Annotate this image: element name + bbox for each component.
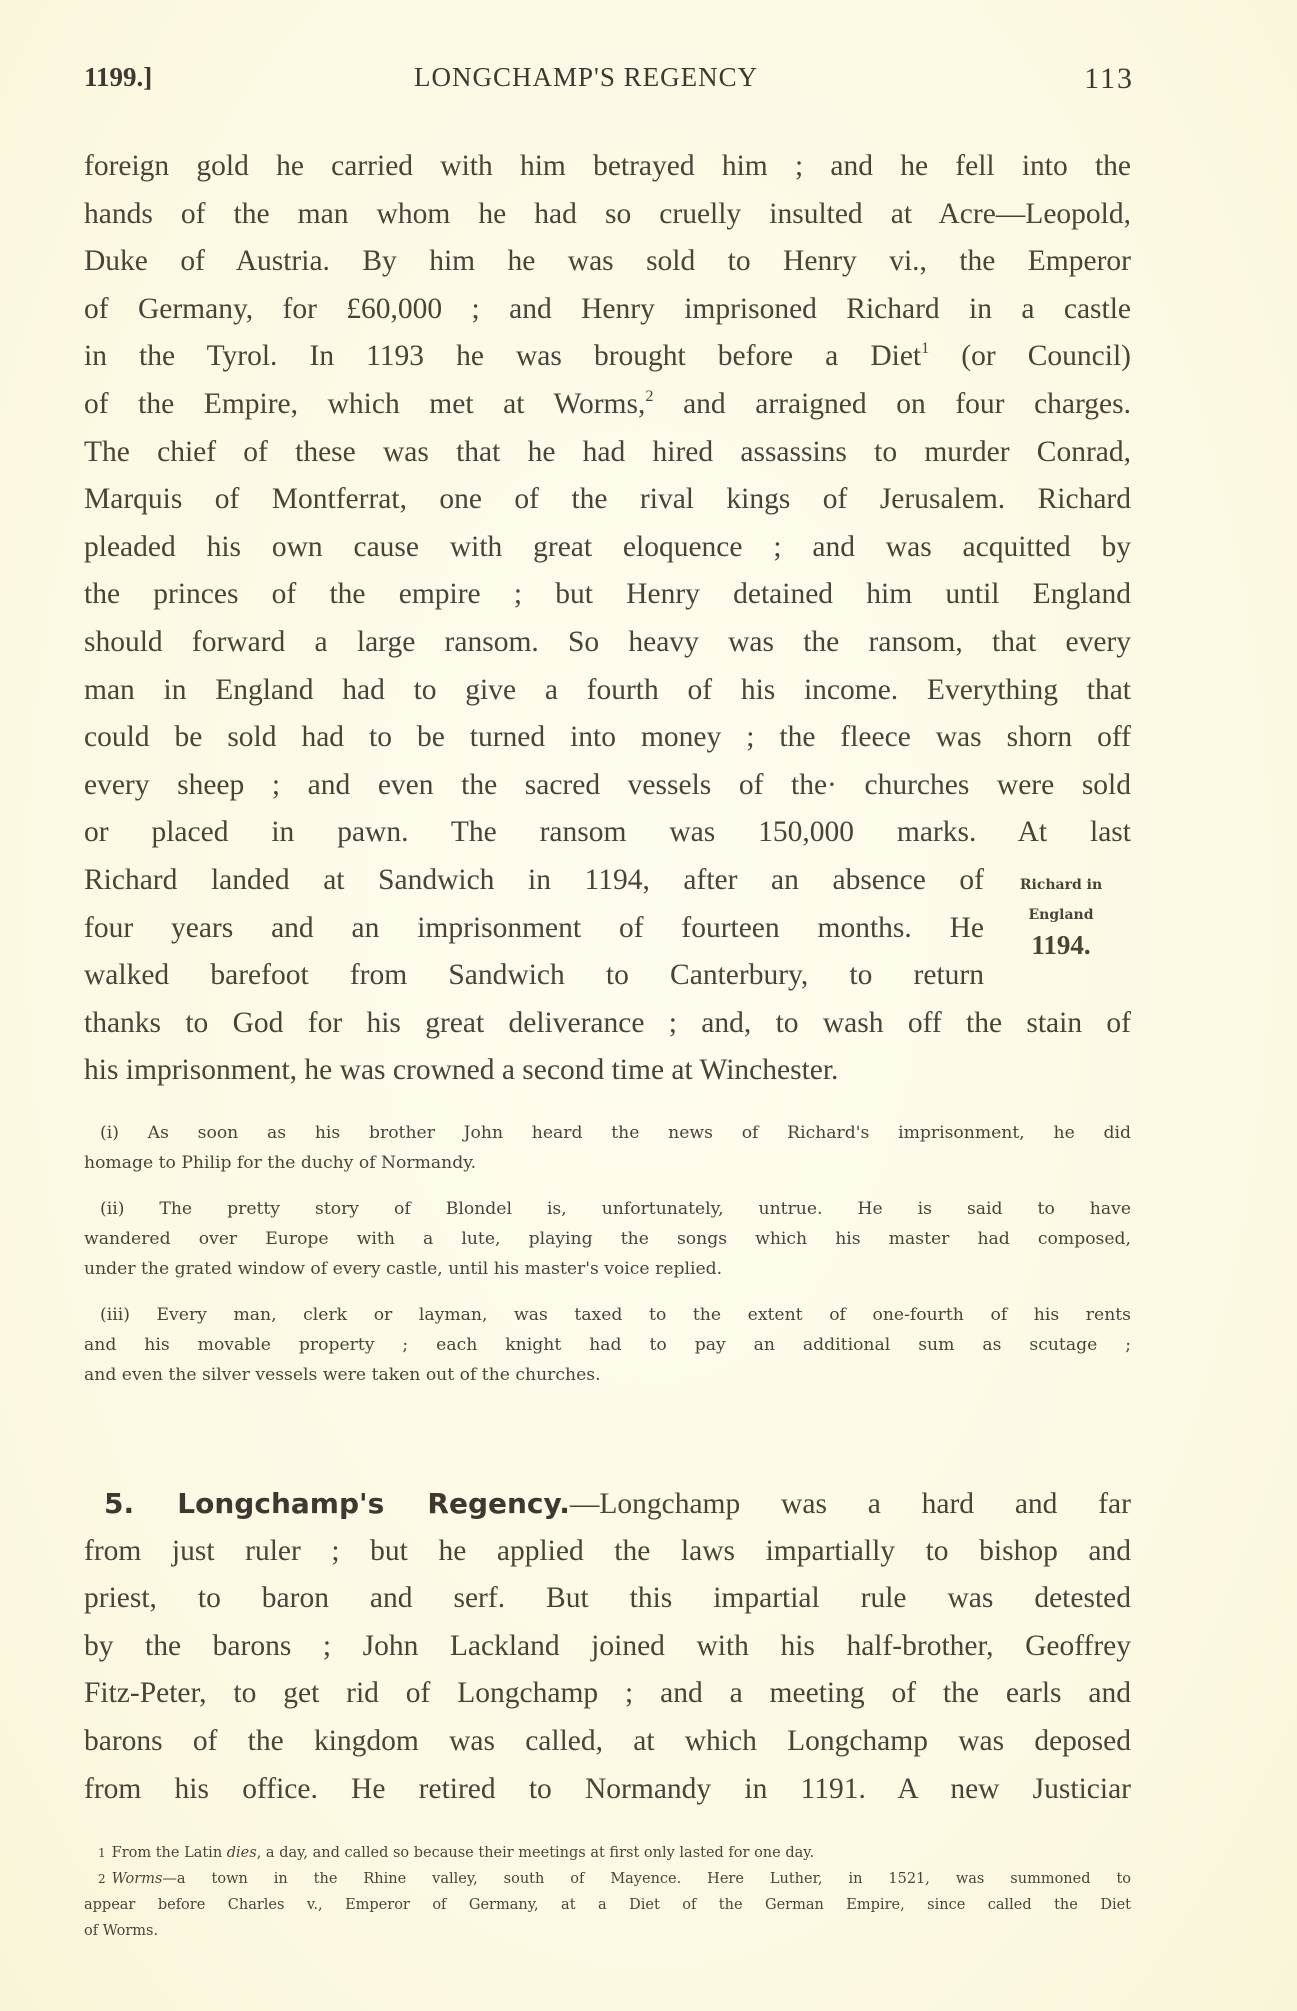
text-line: priest, to baron and serf. But this impartial rule was detested [84,1582,1131,1615]
italic-term: Worms [111,1871,163,1887]
footnote-line: appear before Charles v., Emperor of Germany, at a Diet of the German Empire, since called the Diet [84,1897,1131,1913]
text-line: every sheep ; and even the sacred vessels of the· churches were sold [84,768,1131,801]
footnote-ref-1[interactable]: 1 [921,339,930,358]
margin-note-year: 1194. [1031,930,1091,960]
page-number: 113 [1084,62,1134,95]
note-iii [84,1300,1131,1390]
text-segment: in the Tyrol. In 1193 he was brought before a Diet [84,340,922,373]
footnote-number: 1 [98,1846,106,1860]
footnotes [84,1840,1131,1944]
text-segment: of the Empire, which met at Worms, [84,387,646,420]
section-longchamps-regency [84,1480,1131,1813]
footnote-2 [84,1866,1131,1892]
text-line: of Germany, for £60,000 ; and Henry imprisoned Richard in a castle [84,292,1131,325]
note-line: (i) As soon as his brother John heard the news of Richard's imprisonment, he did [100,1123,1131,1143]
note-line: (ii) The pretty story of Blondel is, unfortunately, untrue. He is said to have [100,1199,1131,1219]
footnote-line: of Worms. [84,1923,159,1939]
text-line: foreign gold he carried with him betrayed him ; and he fell into the [84,150,1131,182]
text-line: Richard landed at Sandwich in 1194, after an absence of [84,863,984,896]
text-line: hands of the man whom he had so cruelly insulted at Acre—Leopold, [84,197,1131,230]
text-line: four years and an imprisonment of fourteen months. He [84,911,984,944]
text-line: The chief of these was that he had hired assassins to murder Conrad, [84,435,1131,468]
text-line: Fitz-Peter, to get rid of Longchamp ; and a meeting of the earls and [84,1677,1131,1710]
text-line: by the barons ; John Lackland joined with his half-brother, Geoffrey [84,1629,1131,1662]
notes-block [84,1118,1131,1406]
text-line: his imprisonment, he was crowned a second time at Winchester. [84,1054,839,1087]
section-heading: 5. Longchamp's Regency. [104,1487,570,1520]
note-line: homage to Philip for the duchy of Normandy. [84,1153,477,1173]
text-line: from his office. He retired to Normandy in 1191. A new Justiciar [84,1772,1131,1805]
running-head-title: LONGCHAMP'S REGENCY [414,62,759,92]
note-i [84,1118,1131,1178]
text-line: Duke of Austria. By him he was sold to Henry vi., the Emperor [84,245,1131,278]
text-line: could be sold had to be turned into money ; the fleece was shorn off [84,721,1131,754]
text-line: the princes of the empire ; but Henry detained him until England [84,578,1131,611]
text-line: thanks to God for his great deliverance ; and, to wash off the stain of [84,1006,1131,1039]
text-segment: —Longchamp was a hard and far [569,1488,1131,1520]
margin-note [996,870,1126,960]
margin-note-line: Richard in [1019,877,1103,893]
text-line: pleaded his own cause with great eloquence ; and was acquitted by [84,530,1131,563]
text-line: barons of the kingdom was called, at which Longchamp was deposed [84,1724,1131,1757]
footnote-1 [84,1840,958,1866]
text-segment: (or Council) [929,340,1131,373]
note-line: and his movable property ; each knight had to pay an additional sum as scutage ; [84,1335,1131,1355]
text-segment: From the Latin [111,1845,227,1861]
note-line: under the grated window of every castle, until his master's voice replied. [84,1259,723,1279]
main-paragraph [84,143,1131,1095]
note-ii [84,1194,1131,1284]
running-head-year: 1199.] [84,62,153,92]
footnote-ref-2[interactable]: 2 [645,386,654,405]
text-line [84,333,1131,381]
margin-note-line: England [1028,907,1094,923]
text-line: man in England had to give a fourth of his income. Everything that [84,673,1131,706]
running-head [84,62,1134,102]
text-line [84,1480,1131,1528]
text-segment: —a town in the Rhine valley, south of Mayence. Here Luther, in 1521, was summoned to [162,1871,1131,1887]
text-line: Marquis of Montferrat, one of the rival kings of Jerusalem. Richard [84,483,1131,516]
footnote-number: 2 [98,1872,106,1886]
text-line: or placed in pawn. The ransom was 150,000 marks. At last [84,816,1131,849]
text-line: should forward a large ransom. So heavy was the ransom, that every [84,625,1131,658]
text-line: from just ruler ; but he applied the laws impartially to bishop and [84,1534,1131,1567]
text-segment: , a day, and called so because their meetings at first only lasted for one day. [256,1845,815,1861]
note-line: and even the silver vessels were taken out of the churches. [84,1365,601,1385]
text-line: walked barefoot from Sandwich to Canterbury, to return [84,959,984,992]
text-segment: and arraigned on four charges. [653,387,1132,420]
italic-term: dies [226,1845,257,1861]
note-line: wandered over Europe with a lute, playing the songs which his master had composed, [84,1229,1131,1249]
text-line [84,381,1131,429]
note-line: (iii) Every man, clerk or layman, was taxed to the extent of one-fourth of his rents [100,1305,1131,1325]
